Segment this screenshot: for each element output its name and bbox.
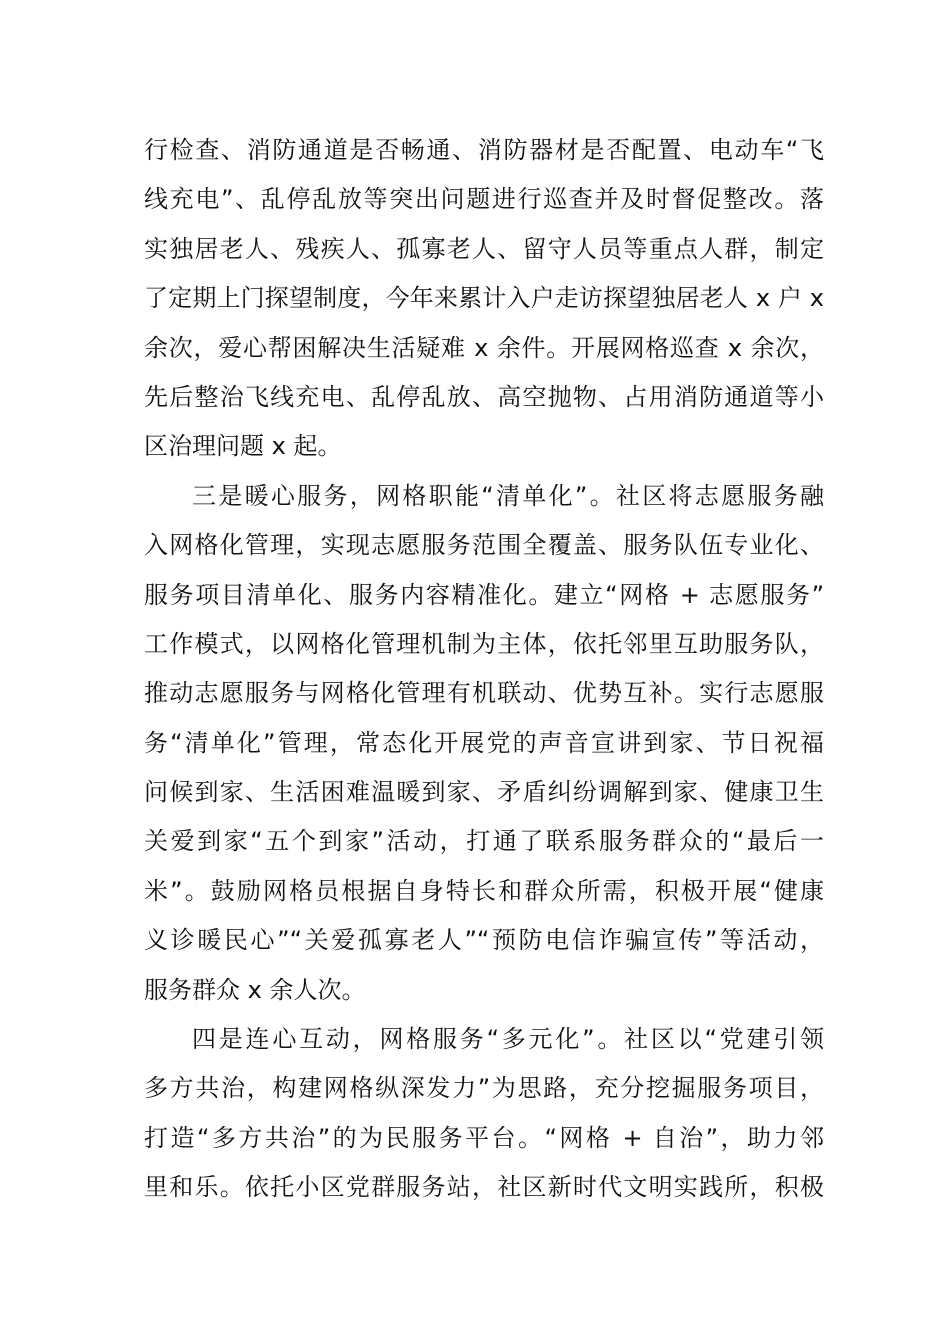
text-line: 米”。鼓励网格员根据自身特长和群众所需，积极开展“健康 [144, 876, 824, 905]
text-line: 服务项目清单化、服务内容精准化。建立“网格 + 志愿服务” [144, 580, 824, 609]
text-line: 服务群众 x 余人次。 [144, 975, 366, 1004]
text-line: 行检查、消防通道是否畅通、消防器材是否配置、电动车“飞 [144, 136, 824, 164]
text-line: 里和乐。依托小区党群服务站，社区新时代文明实践所，积极 [144, 1173, 824, 1202]
text-line: 务“清单化”管理，常态化开展党的声音宣讲到家、节日祝福 [144, 728, 824, 757]
text-line: 工作模式，以网格化管理机制为主体，依托邻里互助服务队， [144, 629, 824, 658]
text-line: 先后整治飞线充电、乱停乱放、高空抛物、占用消防通道等小 [144, 382, 824, 411]
text-line: 实独居老人、残疾人、孤寡老人、留守人员等重点人群，制定 [144, 234, 824, 263]
text-line: 义诊暖民心”“关爱孤寡老人”“预防电信诈骗宣传”等活动， [144, 926, 824, 955]
document-body [144, 126, 824, 1213]
text-line: 问候到家、生活困难温暖到家、矛盾纠纷调解到家、健康卫生 [144, 778, 824, 807]
text-line: 余次，爱心帮困解决生活疑难 x 余件。开展网格巡查 x 余次， [144, 333, 824, 362]
text-line: 推动志愿服务与网格化管理有机联动、优势互补。实行志愿服 [144, 679, 824, 708]
paragraph-start-line: 四是连心互动，网格服务“多元化”。社区以“党建引领 [192, 1025, 824, 1054]
text-line: 多方共治，构建网格纵深发力”为思路，充分挖掘服务项目， [144, 1074, 824, 1103]
text-line: 入网格化管理，实现志愿服务范围全覆盖、服务队伍专业化、 [144, 531, 824, 560]
text-line: 线充电”、乱停乱放等突出问题进行巡查并及时督促整改。落 [144, 185, 824, 214]
paragraph-start-line: 三是暖心服务，网格职能“清单化”。社区将志愿服务融 [192, 481, 824, 510]
text-line: 关爱到家“五个到家”活动，打通了联系服务群众的“最后一 [144, 827, 824, 856]
text-line: 区治理问题 x 起。 [144, 432, 342, 461]
text-line: 打造“多方共治”的为民服务平台。“网格 + 自治”，助力邻 [144, 1123, 824, 1152]
text-line: 了定期上门探望制度，今年来累计入户走访探望独居老人 x 户 x [144, 284, 824, 313]
